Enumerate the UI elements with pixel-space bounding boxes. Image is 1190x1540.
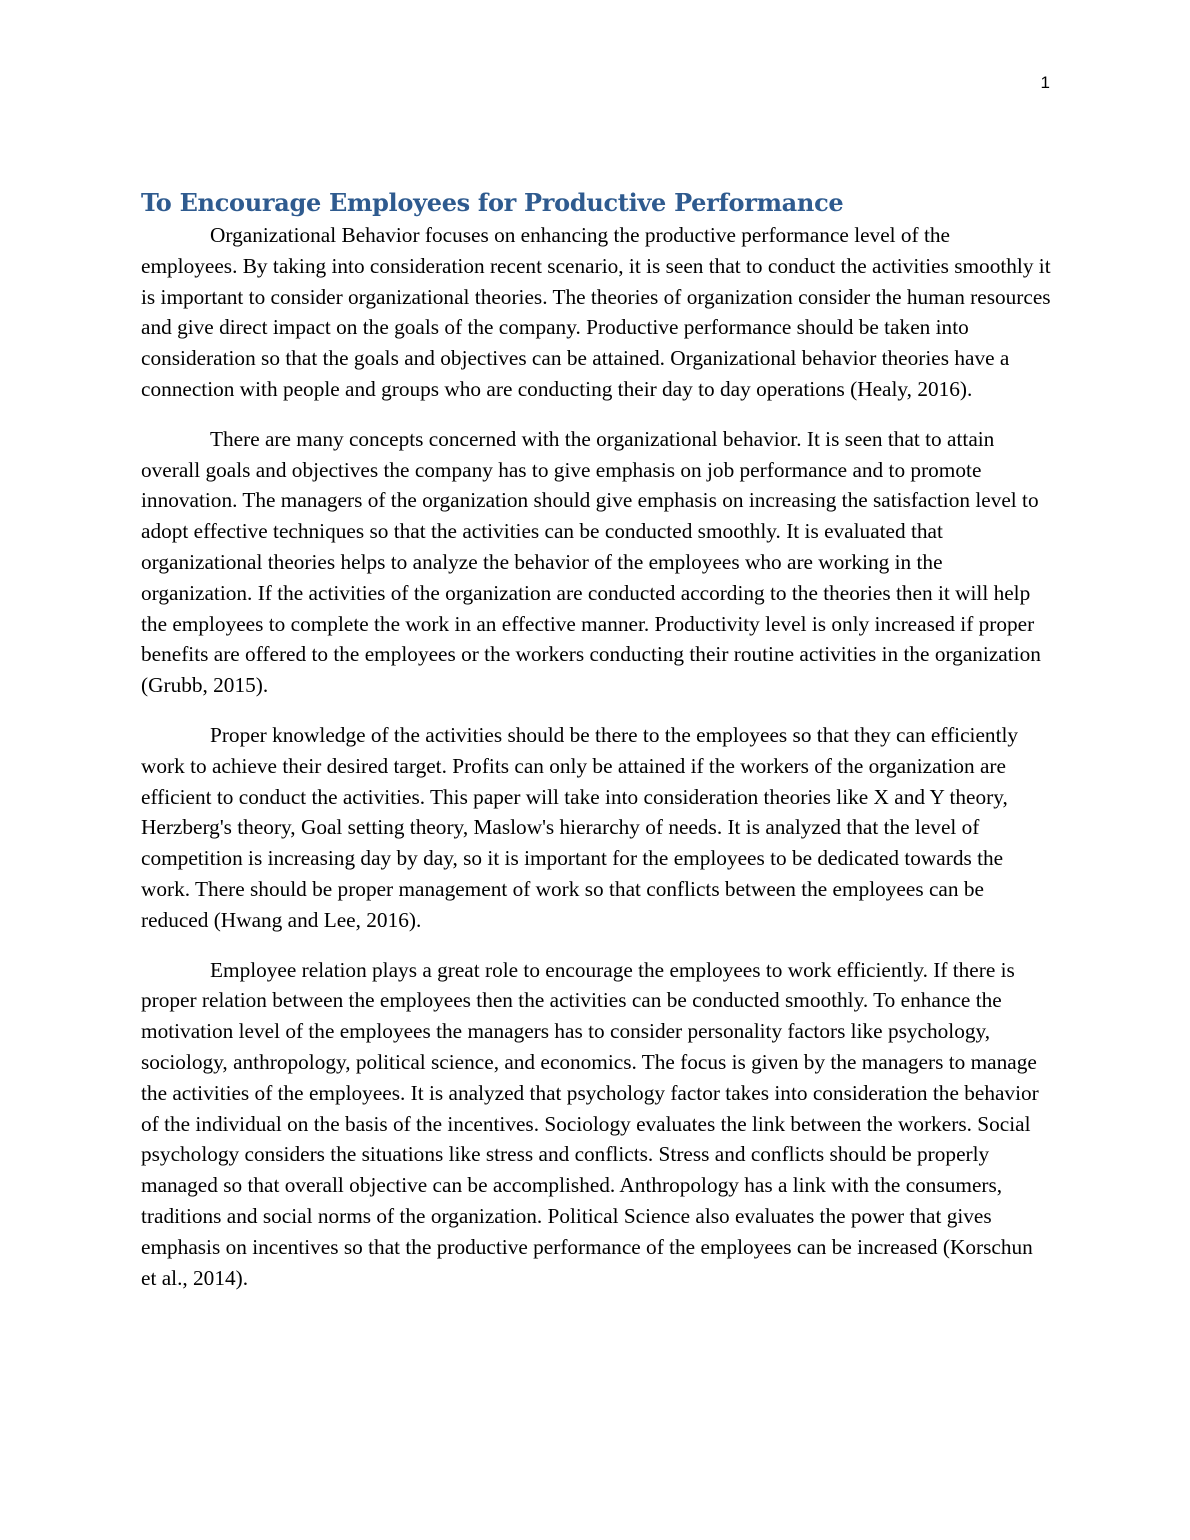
page-number: 1: [1040, 73, 1050, 92]
document-title: To Encourage Employees for Productive Performance: [141, 188, 844, 217]
paragraph-1: Organizational Behavior focuses on enhancing the productive performance level of the employees. By taking into consideration recent scenario, it is seen that to conduct the activities smoothly it is important to consider organizational theories. The theories of organization consider the human resources and give direct impact on the goals of the company. Productive performance should be taken into consideration so that the goals and objectives can be attained. Organizational behavior theories have a connection with people and groups who are conducting their day to day operations (Healy, 2016).: [141, 223, 1051, 401]
paragraph-2: There are many concepts concerned with the organizational behavior. It is seen that to attain overall goals and objectives the company has to give emphasis on job performance and to promote innovation. The managers of the organization should give emphasis on increasing the satisfaction level to adopt effective techniques so that the activities can be conducted smoothly. It is evaluated that organizational theories helps to analyze the behavior of the employees who are working in the organization. If the activities of the organization are conducted according to the theories then it will help the employees to complete the work in an effective manner. Productivity level is only increased if proper benefits are offered to the employees or the workers conducting their routine activities in the organization (Grubb, 2015).: [141, 426, 1041, 698]
paragraph-4: Employee relation plays a great role to encourage the employees to work efficiently. If there is proper relation between the employees then the activities can be conducted smoothly. To enhance the motivation level of the employees the managers has to consider personality factors like psychology, sociology, anthropology, political science, and economics. The focus is given by the managers to manage the activities of the employees. It is analyzed that psychology factor takes into consideration the behavior of the individual on the basis of the incentives. Sociology evaluates the link between the workers. Social psychology considers the situations like stress and conflicts. Stress and conflicts should be properly managed so that overall objective can be accomplished. Anthropology has a link with the consumers, traditions and social norms of the organization. Political Science also evaluates the power that gives emphasis on incentives so that the productive performance of the employees can be increased (Korschun et al., 2014).: [141, 957, 1039, 1290]
paragraph-3: Proper knowledge of the activities should be there to the employees so that they can efficiently work to achieve their desired target. Profits can only be attained if the workers of the organization are efficient to conduct the activities. This paper will take into consideration theories like X and Y theory, Herzberg's theory, Goal setting theory, Maslow's hierarchy of needs. It is analyzed that the level of competition is increasing day by day, so it is important for the employees to be dedicated towards the work. There should be proper management of work so that conflicts between the employees can be reduced (Hwang and Lee, 2016).: [141, 722, 1019, 932]
document-body: [141, 186, 1051, 1312]
